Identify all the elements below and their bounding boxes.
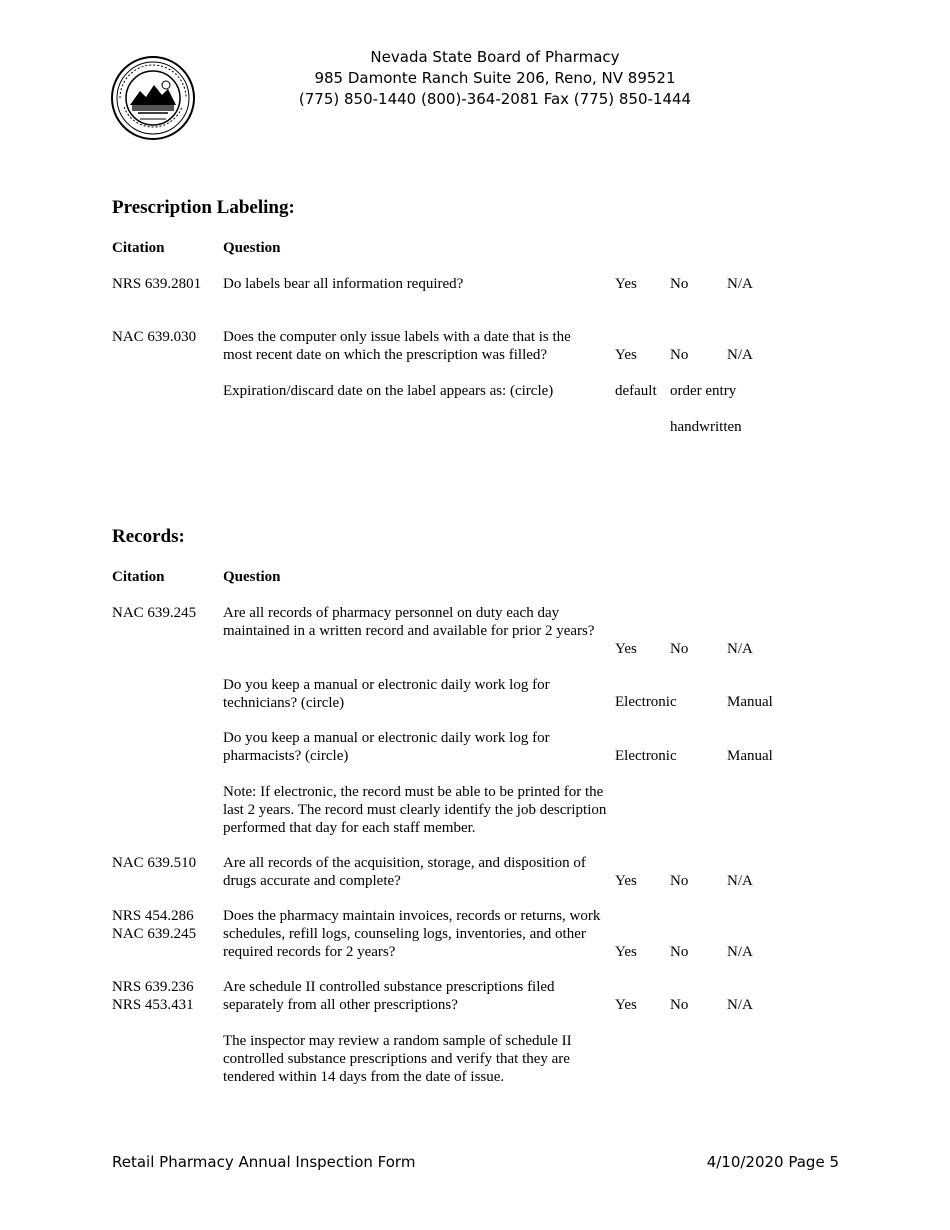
citation: NAC 639.030 bbox=[112, 329, 197, 345]
note-text: Note: If electronic, the record must be able to be printed for the last 2 years. The record must clearly identify the job description performed that day for each staff member. bbox=[223, 784, 607, 836]
option-yes[interactable]: Yes bbox=[615, 997, 637, 1013]
citation: NRS 639.2801 bbox=[112, 276, 202, 292]
question-text: Are all records of pharmacy personnel on duty each day maintained in a written record and available for prior 2 years? bbox=[223, 605, 595, 639]
question-text: Do you keep a manual or electronic daily work log for technicians? (circle) bbox=[223, 677, 550, 711]
option-yes[interactable]: Yes bbox=[615, 641, 637, 657]
option-no[interactable]: No bbox=[670, 276, 689, 292]
citation-secondary: NRS 453.431 bbox=[112, 997, 194, 1013]
option-yes[interactable]: Yes bbox=[615, 347, 637, 363]
board-phone: (775) 850-1440 (800)-364-2081 Fax (775) 850-1444 bbox=[298, 90, 692, 108]
section-title-labeling: Prescription Labeling: bbox=[112, 197, 295, 218]
citation-secondary: NAC 639.245 bbox=[112, 926, 197, 942]
note-text: The inspector may review a random sample of schedule II controlled substance prescriptions and verify that they are tendered within 14 days from the date of issue. bbox=[223, 1033, 572, 1085]
option-manual[interactable]: Manual bbox=[727, 694, 773, 710]
option-na[interactable]: N/A bbox=[727, 276, 753, 292]
board-name: Nevada State Board of Pharmacy bbox=[370, 48, 620, 66]
col-header-question: Question bbox=[223, 569, 281, 585]
col-header-citation: Citation bbox=[112, 569, 165, 585]
option-no[interactable]: No bbox=[670, 873, 689, 889]
option-yes[interactable]: Yes bbox=[615, 276, 637, 292]
option-yes[interactable]: Yes bbox=[615, 944, 637, 960]
question-text: Expiration/discard date on the label appears as: (circle) bbox=[223, 383, 554, 399]
question-text: Are all records of the acquisition, storage, and disposition of drugs accurate and complete? bbox=[223, 855, 586, 889]
option-na[interactable]: N/A bbox=[727, 641, 753, 657]
option-handwritten[interactable]: handwritten bbox=[670, 419, 742, 435]
question-text: Are schedule II controlled substance prescriptions filed separately from all other prescriptions? bbox=[223, 979, 555, 1013]
citation: NRS 639.236 bbox=[112, 979, 194, 995]
option-manual[interactable]: Manual bbox=[727, 748, 773, 764]
option-na[interactable]: N/A bbox=[727, 347, 753, 363]
option-no[interactable]: No bbox=[670, 944, 689, 960]
option-na[interactable]: N/A bbox=[727, 944, 753, 960]
question-text: Do labels bear all information required? bbox=[223, 276, 464, 292]
citation: NAC 639.510 bbox=[112, 855, 197, 871]
option-na[interactable]: N/A bbox=[727, 873, 753, 889]
option-na[interactable]: N/A bbox=[727, 997, 753, 1013]
footer-form-name: Retail Pharmacy Annual Inspection Form bbox=[112, 1153, 416, 1171]
option-default[interactable]: default bbox=[615, 383, 657, 399]
option-yes[interactable]: Yes bbox=[615, 873, 637, 889]
section-title-records: Records: bbox=[112, 526, 185, 547]
col-header-question: Question bbox=[223, 240, 281, 256]
option-no[interactable]: No bbox=[670, 997, 689, 1013]
col-header-citation: Citation bbox=[112, 240, 165, 256]
footer-date-page: 4/10/2020 Page 5 bbox=[706, 1153, 839, 1171]
question-text: Does the computer only issue labels with a date that is the most recent date on which the prescription was filled? bbox=[223, 329, 571, 363]
state-seal-icon bbox=[110, 55, 196, 141]
board-address: 985 Damonte Ranch Suite 206, Reno, NV 89521 bbox=[314, 69, 676, 87]
option-electronic[interactable]: Electronic bbox=[615, 694, 677, 710]
question-text: Does the pharmacy maintain invoices, records or returns, work schedules, refill logs, counseling logs, inventories, and other required records for 2 years? bbox=[223, 908, 601, 960]
option-no[interactable]: No bbox=[670, 641, 689, 657]
question-text: Do you keep a manual or electronic daily work log for pharmacists? (circle) bbox=[223, 730, 550, 764]
citation: NRS 454.286 bbox=[112, 908, 194, 924]
option-no[interactable]: No bbox=[670, 347, 689, 363]
citation: NAC 639.245 bbox=[112, 605, 197, 621]
option-order-entry[interactable]: order entry bbox=[670, 383, 737, 399]
option-electronic[interactable]: Electronic bbox=[615, 748, 677, 764]
